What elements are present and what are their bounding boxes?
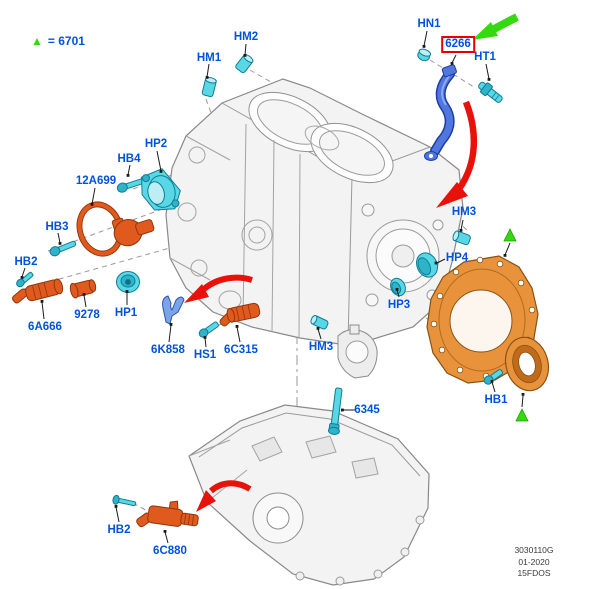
part-label-hp3[interactable]: HP3: [387, 299, 411, 311]
engine-block: [166, 79, 463, 345]
part-label-hb3[interactable]: HB3: [45, 221, 69, 233]
part-label-hm1[interactable]: HM1: [196, 52, 222, 64]
part-label-6345[interactable]: 6345: [354, 404, 380, 416]
drawing-footer: [498, 545, 570, 580]
dowel-pin-hm1[interactable]: [202, 76, 217, 97]
part-label-6266-highlighted[interactable]: 6266: [441, 36, 475, 53]
part-label-12a699[interactable]: 12A699: [75, 175, 117, 187]
part-label-ht1[interactable]: HT1: [474, 51, 496, 63]
part-label-hp2[interactable]: HP2: [144, 138, 168, 150]
part-label-hs1[interactable]: HS1: [193, 349, 217, 361]
drawing-date: 01-2020: [518, 556, 550, 567]
part-label-hb2-lower[interactable]: HB2: [107, 524, 131, 536]
drawing-code: 15FDOS: [517, 568, 551, 578]
clip-6k858[interactable]: [163, 296, 184, 324]
part-label-9278[interactable]: 9278: [74, 309, 100, 321]
part-label-hp1[interactable]: HP1: [114, 307, 138, 319]
part-label-hb1[interactable]: HB1: [484, 394, 508, 406]
part-label-6c315[interactable]: 6C315: [224, 344, 258, 356]
part-label-hm2[interactable]: HM2: [233, 31, 259, 43]
lower-crankcase: [189, 405, 429, 585]
bolt-hs1[interactable]: [198, 320, 220, 339]
part-label-hm3-lower[interactable]: HM3: [308, 341, 334, 353]
stud-ht1[interactable]: [476, 79, 505, 105]
solenoid-6c880[interactable]: [136, 497, 201, 529]
part-label-6c880[interactable]: 6C880: [153, 545, 187, 557]
part-label-hb4[interactable]: HB4: [117, 153, 141, 165]
part-label-hm3-right[interactable]: HM3: [451, 206, 477, 218]
part-label-hp4[interactable]: HP4: [445, 252, 469, 264]
part-label-hb2-upper[interactable]: HB2: [14, 256, 38, 268]
green-callout-arrow: [472, 17, 517, 40]
part-label-6a666[interactable]: 6A666: [28, 321, 62, 333]
part-label-6k858[interactable]: 6K858: [151, 344, 185, 356]
legend: [31, 34, 85, 48]
plug-hp1[interactable]: [117, 272, 140, 293]
part-label-hn1[interactable]: HN1: [417, 18, 441, 30]
legend-text: = 6701: [47, 34, 85, 48]
bolt-hb3[interactable]: [49, 239, 77, 257]
nut-hn1[interactable]: [416, 48, 431, 62]
drawing-number: 3030110G: [514, 545, 554, 555]
legend-triangle-icon: ▲: [31, 34, 43, 48]
